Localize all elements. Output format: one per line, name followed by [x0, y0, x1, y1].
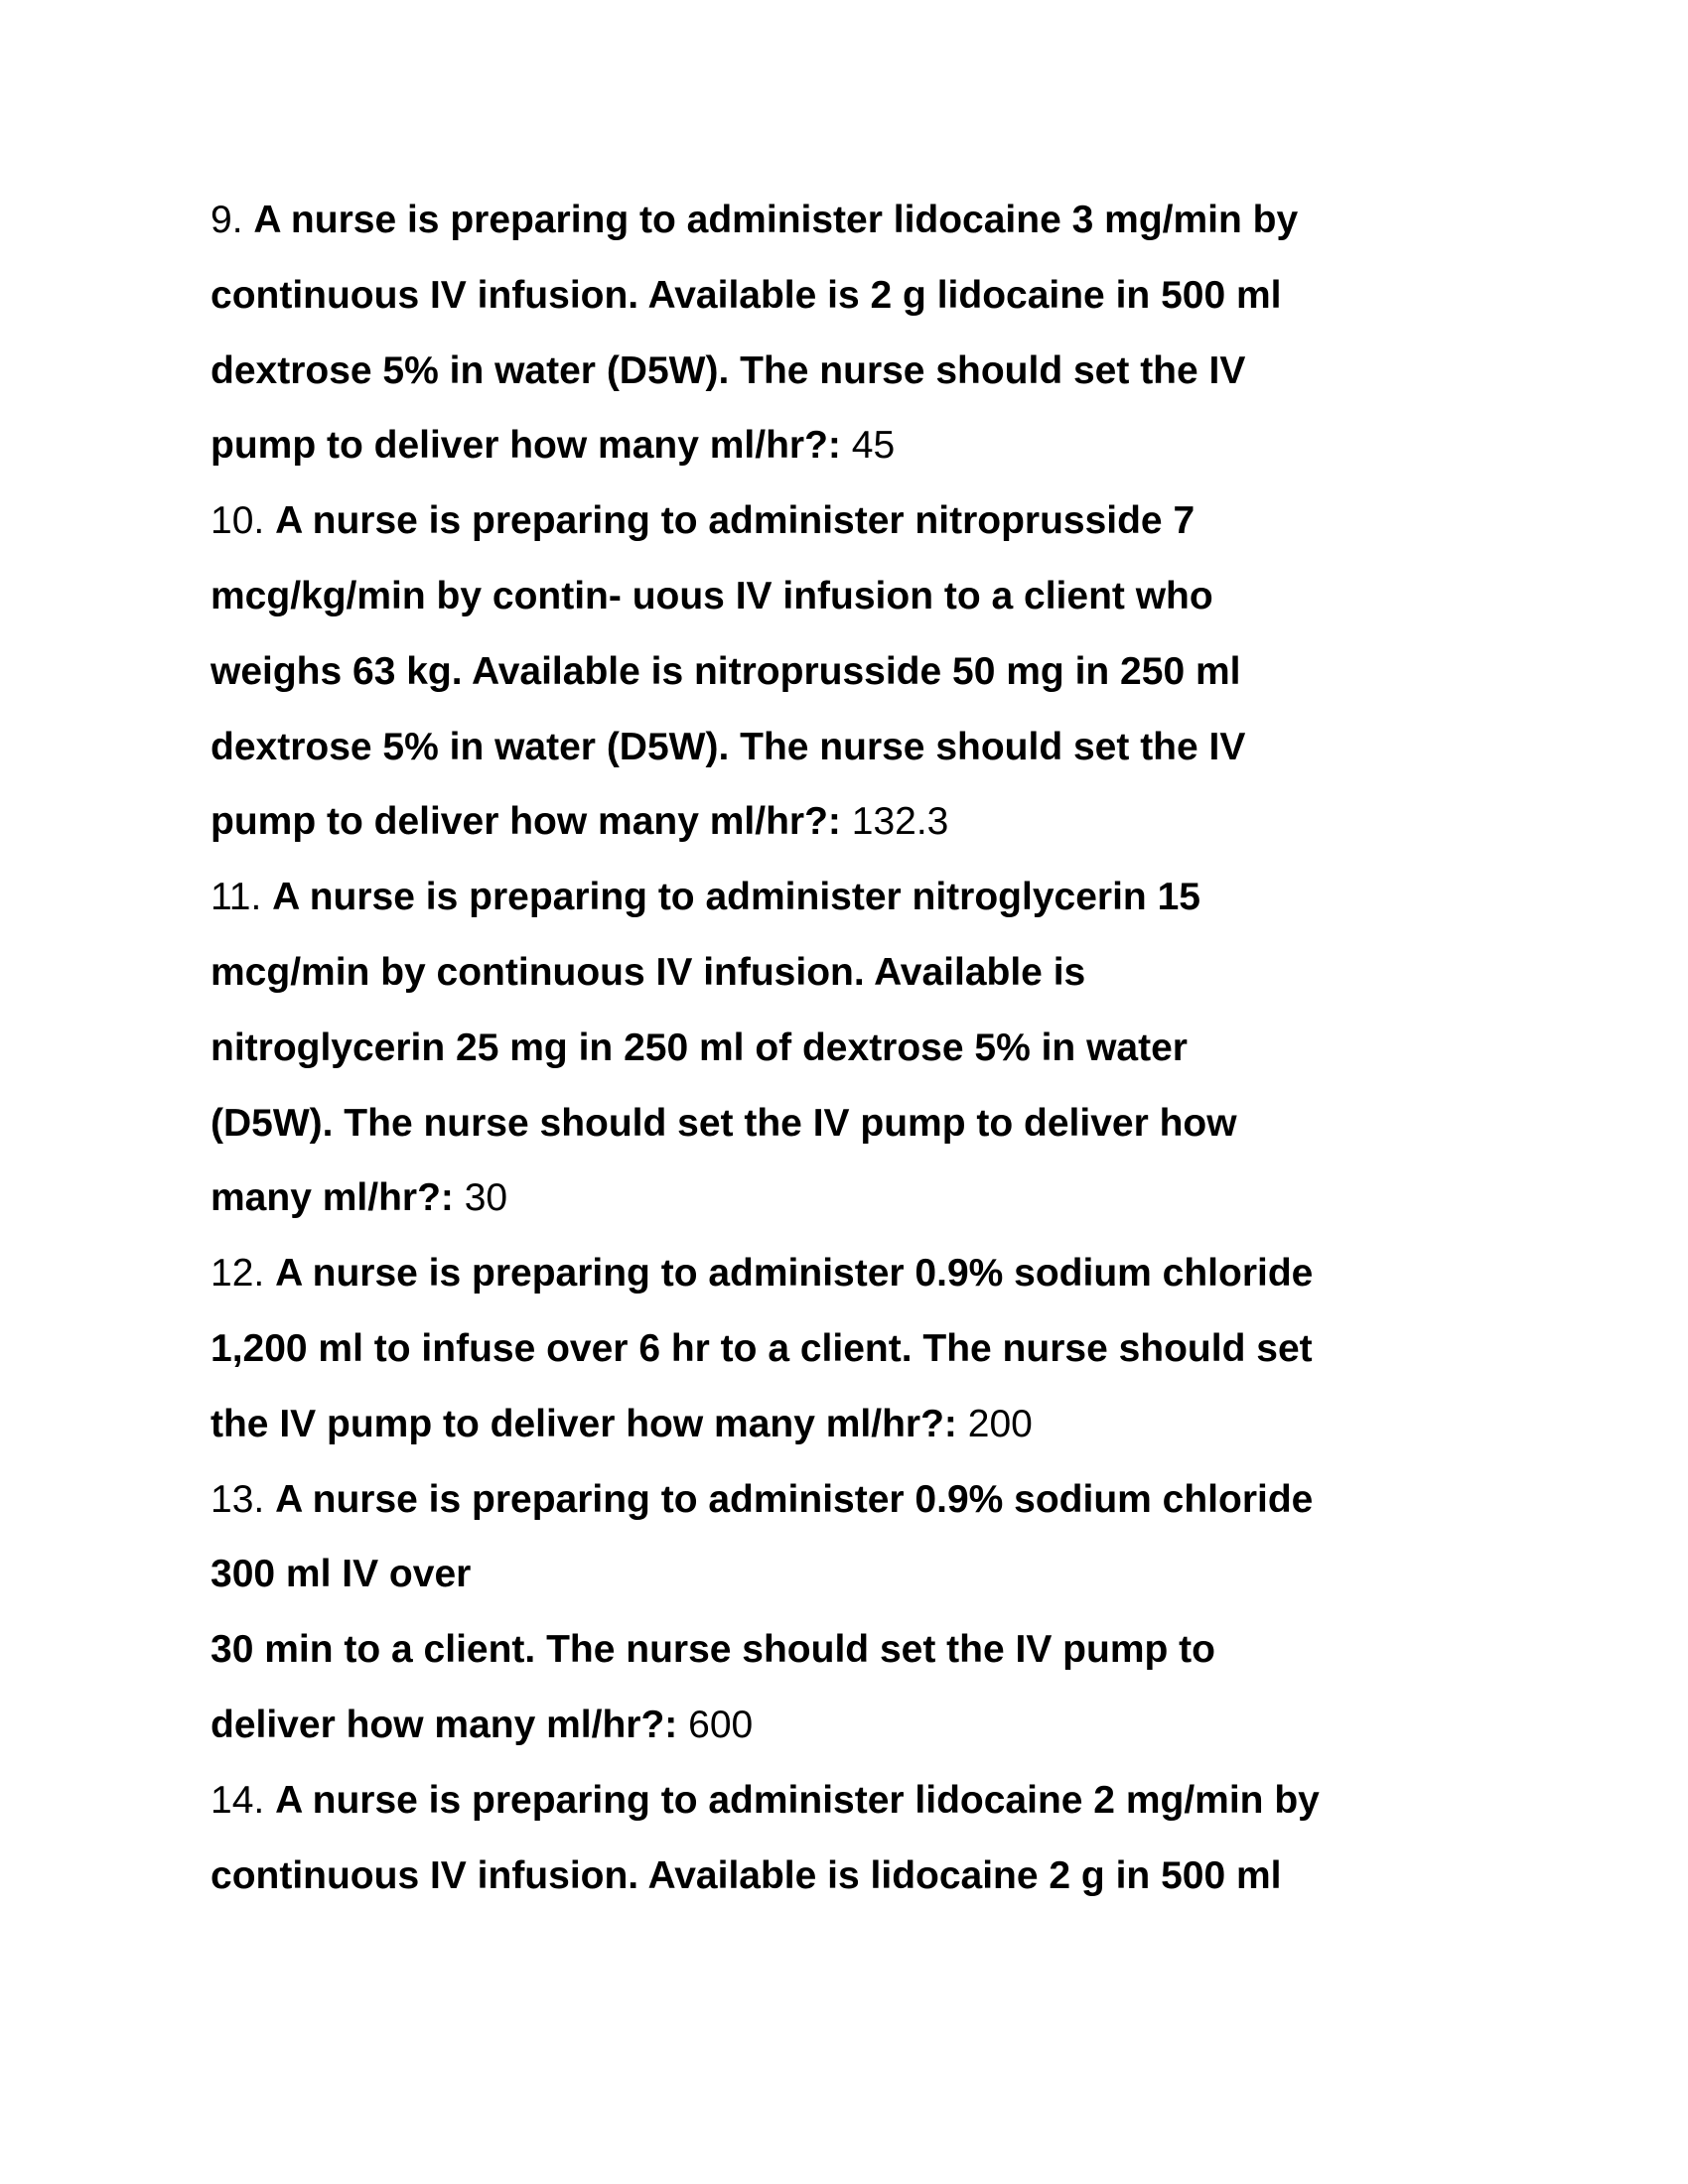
question-text: mcg/min by continuous IV infusion. Available is [211, 950, 1086, 994]
question-text: A nurse is preparing to administer nitroglycerin 15 [272, 876, 1200, 919]
question-line [211, 483, 1541, 559]
answer-value: 45 [851, 424, 896, 468]
question-line [211, 634, 1541, 710]
question-text: A nurse is preparing to administer lidocaine 2 mg/min by [275, 1778, 1320, 1822]
answer-value: 200 [967, 1402, 1033, 1445]
question-line [211, 710, 1541, 785]
question-line [211, 183, 1541, 258]
question-item [211, 483, 1541, 860]
question-text: A nurse is preparing to administer nitroprusside 7 [275, 499, 1196, 543]
question-text: the IV pump to deliver how many ml/hr?: [211, 1402, 957, 1445]
question-text: dextrose 5% in water (D5W). The nurse should set the IV [211, 725, 1246, 768]
question-line [211, 860, 1541, 935]
question-line [211, 258, 1541, 334]
answer-value: 600 [688, 1703, 754, 1746]
question-number: 12. [211, 1252, 265, 1296]
question-text: 1,200 ml to infuse over 6 hr to a client. The nurse should set [211, 1326, 1313, 1370]
answer-value: 30 [464, 1176, 508, 1220]
question-line [211, 1612, 1541, 1688]
question-line [211, 559, 1541, 634]
question-text: continuous IV infusion. Available is 2 g lidocaine in 500 ml [211, 273, 1282, 317]
question-line [211, 1011, 1541, 1086]
question-text: (D5W). The nurse should set the IV pump to deliver how [211, 1101, 1237, 1145]
question-text: nitroglycerin 25 mg in 250 ml of dextrose 5% in water [211, 1025, 1188, 1069]
question-text: deliver how many ml/hr?: [211, 1703, 678, 1746]
question-item [211, 1462, 1541, 1763]
answer-value: 132.3 [851, 800, 949, 844]
question-text: weighs 63 kg. Available is nitroprusside 50 mg in 250 ml [211, 649, 1241, 693]
question-line [211, 408, 1541, 483]
question-text: dextrose 5% in water (D5W). The nurse should set the IV [211, 348, 1246, 392]
question-number: 9. [211, 199, 243, 241]
question-text: 300 ml IV over [211, 1553, 472, 1596]
question-line [211, 784, 1541, 860]
question-item [211, 1763, 1541, 1914]
question-text: 30 min to a client. The nurse should set the IV pump to [211, 1628, 1215, 1672]
question-line [211, 1839, 1541, 1914]
question-text: A nurse is preparing to administer lidocaine 3 mg/min by [253, 199, 1299, 241]
question-text: pump to deliver how many ml/hr?: [211, 424, 841, 468]
question-item [211, 1236, 1541, 1461]
question-line [211, 1160, 1541, 1236]
question-line [211, 1462, 1541, 1538]
question-text: many ml/hr?: [211, 1176, 454, 1220]
question-line [211, 1236, 1541, 1311]
question-line [211, 1311, 1541, 1387]
question-line [211, 1763, 1541, 1839]
question-item [211, 860, 1541, 1236]
document-page [211, 183, 1541, 1913]
question-line [211, 1537, 1541, 1612]
question-text: A nurse is preparing to administer 0.9% sodium chloride [275, 1252, 1314, 1296]
question-line [211, 334, 1541, 409]
question-item [211, 183, 1541, 483]
question-text: mcg/kg/min by contin- uous IV infusion to a client who [211, 574, 1213, 617]
question-line [211, 1086, 1541, 1161]
question-text: pump to deliver how many ml/hr?: [211, 800, 841, 844]
question-line [211, 1688, 1541, 1763]
question-text: continuous IV infusion. Available is lidocaine 2 g in 500 ml [211, 1853, 1282, 1897]
question-number: 10. [211, 499, 265, 543]
question-line [211, 935, 1541, 1011]
question-number: 14. [211, 1778, 265, 1822]
question-line [211, 1387, 1541, 1462]
question-number: 11. [211, 876, 262, 919]
question-number: 13. [211, 1477, 265, 1521]
question-text: A nurse is preparing to administer 0.9% sodium chloride [275, 1477, 1314, 1521]
